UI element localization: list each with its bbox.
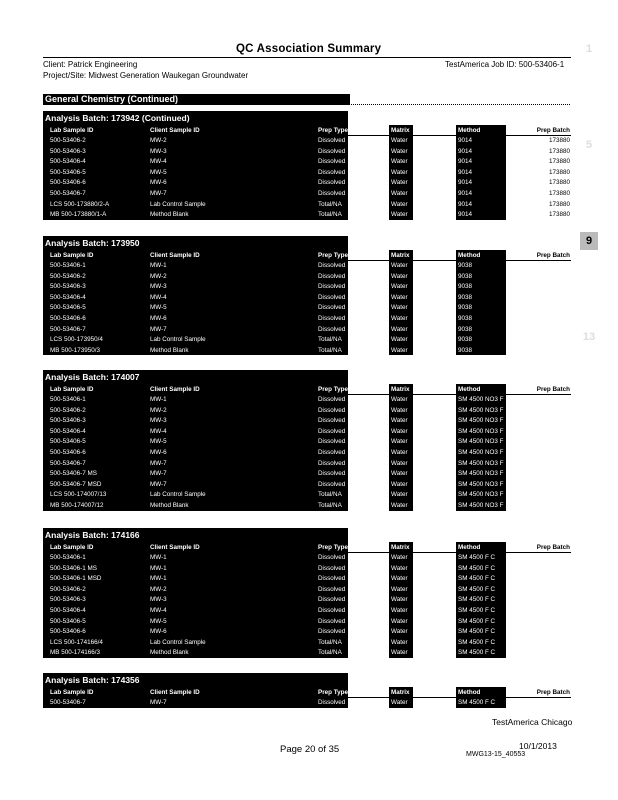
method: SM 4500 NO3 F bbox=[458, 427, 504, 435]
client-sample-id: Lab Control Sample bbox=[150, 200, 206, 208]
header-underline bbox=[43, 552, 571, 553]
method: SM 4500 NO3 F bbox=[458, 480, 504, 488]
column-header: Prep Batch bbox=[536, 544, 570, 551]
prep-type: Total/NA bbox=[318, 638, 342, 646]
lab-sample-id: 500-53406-1 bbox=[50, 396, 86, 403]
matrix: Water bbox=[391, 638, 408, 646]
lab-sample-id: 500-53406-2 bbox=[50, 272, 86, 280]
lab-sample-id: 500-53406-3 bbox=[50, 283, 86, 291]
client-sample-id: MW-7 bbox=[150, 699, 167, 706]
prep-type: Dissolved bbox=[318, 283, 346, 291]
method: SM 4500 F C bbox=[458, 585, 496, 593]
matrix: Water bbox=[391, 262, 408, 269]
matrix: Water bbox=[391, 283, 408, 291]
client-sample-id: MW-1 bbox=[150, 262, 167, 269]
lab-sample-id: 500-53406-1 MS bbox=[50, 564, 97, 572]
lab-sample-id: 500-53406-3 bbox=[50, 417, 86, 425]
column-header: Matrix bbox=[391, 689, 410, 696]
matrix: Water bbox=[391, 325, 408, 333]
client-sample-id: MW-4 bbox=[150, 607, 167, 614]
lab-sample-id: 500-53406-7 MS bbox=[50, 470, 97, 478]
footer-brand: TestAmerica Chicago bbox=[492, 717, 573, 727]
client-sample-id: MW-2 bbox=[150, 585, 167, 593]
lab-sample-id: 500-53406-5 bbox=[50, 438, 86, 446]
prep-type: Dissolved bbox=[318, 179, 346, 187]
column-header: Client Sample ID bbox=[150, 689, 200, 696]
column-header: Prep Batch bbox=[536, 252, 570, 259]
client-sample-id: MW-2 bbox=[150, 137, 167, 144]
client-sample-id: MW-7 bbox=[150, 459, 167, 467]
method: SM 4500 F C bbox=[458, 638, 496, 646]
prep-type: Dissolved bbox=[318, 137, 346, 144]
batch-title: Analysis Batch: 174007 bbox=[45, 372, 140, 382]
section-title: General Chemistry (Continued) bbox=[43, 94, 350, 105]
matrix: Water bbox=[391, 406, 408, 414]
job-id: TestAmerica Job ID: 500-53406-1 bbox=[445, 60, 565, 69]
client-line: Client: Patrick Engineering bbox=[43, 60, 138, 69]
method: 9014 bbox=[458, 168, 473, 176]
prep-batch: 173880 bbox=[548, 190, 570, 197]
method: 9038 bbox=[458, 262, 473, 269]
column-header: Prep Type bbox=[318, 544, 348, 551]
column-header: Prep Batch bbox=[536, 386, 570, 393]
client-sample-id: MW-1 bbox=[150, 396, 167, 403]
matrix: Water bbox=[391, 617, 408, 625]
batch-title: Analysis Batch: 173950 bbox=[45, 238, 140, 248]
lab-sample-id: MB 500-173880/1-A bbox=[50, 211, 107, 219]
prep-type: Dissolved bbox=[318, 564, 346, 572]
method: 9038 bbox=[458, 272, 473, 280]
column-header: Method bbox=[458, 127, 481, 134]
lab-sample-id: MB 500-173950/3 bbox=[50, 346, 101, 354]
prep-type: Dissolved bbox=[318, 325, 346, 333]
lab-sample-id: 500-53406-2 bbox=[50, 406, 86, 414]
method: SM 4500 NO3 F bbox=[458, 449, 504, 456]
lab-sample-id: 500-53406-2 bbox=[50, 585, 86, 593]
method: SM 4500 F C bbox=[458, 617, 496, 625]
column-header: Prep Type bbox=[318, 127, 348, 134]
method: 9014 bbox=[458, 137, 473, 144]
method: SM 4500 F C bbox=[458, 554, 496, 561]
client-sample-id: MW-4 bbox=[150, 158, 167, 166]
matrix: Water bbox=[391, 190, 408, 197]
client-sample-id: Method Blank bbox=[150, 346, 189, 354]
header-underline bbox=[43, 135, 571, 136]
method: SM 4500 NO3 F bbox=[458, 396, 504, 403]
batch-title: Analysis Batch: 174166 bbox=[45, 530, 140, 540]
project-line: Project/Site: Midwest Generation Waukegan Groundwater bbox=[43, 71, 249, 80]
lab-sample-id: 500-53406-1 bbox=[50, 262, 86, 269]
matrix: Water bbox=[391, 449, 408, 456]
prep-batch: 173880 bbox=[548, 147, 570, 155]
matrix: Water bbox=[391, 427, 408, 435]
column-header: Method bbox=[458, 689, 481, 696]
header-rule bbox=[43, 57, 571, 58]
column-header: Method bbox=[458, 544, 481, 551]
matrix: Water bbox=[391, 699, 408, 706]
prep-type: Total/NA bbox=[318, 200, 342, 208]
prep-batch: 173880 bbox=[548, 168, 570, 176]
column-header: Prep Type bbox=[318, 689, 348, 696]
matrix: Water bbox=[391, 470, 408, 478]
lab-sample-id: 500-53406-1 bbox=[50, 554, 86, 561]
prep-type: Dissolved bbox=[318, 617, 346, 625]
lab-sample-id: LCS 500-173880/2-A bbox=[50, 200, 110, 208]
method: SM 4500 NO3 F bbox=[458, 470, 504, 478]
method: 9014 bbox=[458, 179, 473, 187]
prep-type: Dissolved bbox=[318, 438, 346, 446]
prep-type: Dissolved bbox=[318, 554, 346, 561]
prep-batch: 173880 bbox=[548, 158, 570, 166]
method: 9038 bbox=[458, 283, 473, 291]
client-sample-id: MW-1 bbox=[150, 575, 167, 583]
matrix: Water bbox=[391, 502, 408, 509]
method: 9038 bbox=[458, 293, 473, 301]
client-sample-id: Lab Control Sample bbox=[150, 638, 206, 646]
prep-type: Dissolved bbox=[318, 168, 346, 176]
prep-type: Dissolved bbox=[318, 628, 346, 636]
client-sample-id: MW-7 bbox=[150, 480, 167, 488]
matrix: Water bbox=[391, 158, 408, 166]
lab-sample-id: 500-53406-3 bbox=[50, 147, 86, 155]
prep-type: Total/NA bbox=[318, 336, 342, 344]
client-sample-id: MW-3 bbox=[150, 596, 167, 604]
client-sample-id: Lab Control Sample bbox=[150, 491, 206, 499]
column-header: Client Sample ID bbox=[150, 544, 200, 551]
client-sample-id: MW-3 bbox=[150, 283, 167, 291]
prep-type: Dissolved bbox=[318, 459, 346, 467]
prep-type: Dissolved bbox=[318, 607, 346, 614]
method: 9014 bbox=[458, 147, 473, 155]
matrix: Water bbox=[391, 315, 408, 322]
column-header: Matrix bbox=[391, 386, 410, 393]
matrix: Water bbox=[391, 168, 408, 176]
matrix: Water bbox=[391, 211, 408, 219]
client-sample-id: MW-5 bbox=[150, 617, 167, 625]
lab-sample-id: 500-53406-4 bbox=[50, 607, 86, 614]
lab-sample-id: 500-53406-5 bbox=[50, 168, 86, 176]
prep-type: Dissolved bbox=[318, 315, 346, 322]
matrix: Water bbox=[391, 585, 408, 593]
client-sample-id: MW-7 bbox=[150, 470, 167, 478]
method: SM 4500 NO3 F bbox=[458, 417, 504, 425]
matrix: Water bbox=[391, 596, 408, 604]
lab-sample-id: 500-53406-5 bbox=[50, 304, 86, 312]
lab-sample-id: 500-53406-1 MSD bbox=[50, 575, 102, 583]
side-tab-9[interactable]: 9 bbox=[580, 232, 598, 250]
lab-sample-id: LCS 500-173950/4 bbox=[50, 336, 103, 344]
matrix: Water bbox=[391, 272, 408, 280]
client-sample-id: MW-6 bbox=[150, 179, 167, 187]
prep-type: Dissolved bbox=[318, 293, 346, 301]
client-sample-id: Lab Control Sample bbox=[150, 336, 206, 344]
column-header: Prep Batch bbox=[536, 127, 570, 134]
prep-type: Dissolved bbox=[318, 575, 346, 583]
column-header: Lab Sample ID bbox=[50, 127, 94, 134]
batch-title: Analysis Batch: 174356 bbox=[45, 675, 140, 685]
matrix: Water bbox=[391, 147, 408, 155]
column-header: Method bbox=[458, 386, 481, 393]
client-sample-id: MW-1 bbox=[150, 564, 167, 572]
matrix: Water bbox=[391, 480, 408, 488]
method: SM 4500 NO3 F bbox=[458, 502, 504, 509]
prep-type: Dissolved bbox=[318, 699, 346, 706]
column-header: Lab Sample ID bbox=[50, 689, 94, 696]
method: SM 4500 F C bbox=[458, 628, 496, 636]
matrix: Water bbox=[391, 417, 408, 425]
client-sample-id: MW-3 bbox=[150, 147, 167, 155]
column-header: Prep Batch bbox=[536, 689, 570, 696]
method: SM 4500 NO3 F bbox=[458, 438, 504, 446]
prep-type: Dissolved bbox=[318, 272, 346, 280]
client-sample-id: MW-4 bbox=[150, 293, 167, 301]
column-header: Lab Sample ID bbox=[50, 386, 94, 393]
lab-sample-id: 500-53406-7 bbox=[50, 190, 86, 197]
matrix: Water bbox=[391, 575, 408, 583]
method: SM 4500 F C bbox=[458, 699, 496, 706]
method: SM 4500 F C bbox=[458, 607, 496, 614]
prep-type: Dissolved bbox=[318, 480, 346, 488]
matrix: Water bbox=[391, 304, 408, 312]
client-sample-id: MW-1 bbox=[150, 554, 167, 561]
matrix: Water bbox=[391, 293, 408, 301]
prep-type: Dissolved bbox=[318, 158, 346, 166]
prep-batch: 173880 bbox=[548, 137, 570, 144]
method: 9014 bbox=[458, 158, 473, 166]
method: 9014 bbox=[458, 200, 473, 208]
matrix: Water bbox=[391, 137, 408, 144]
method: SM 4500 NO3 F bbox=[458, 459, 504, 467]
prep-type: Dissolved bbox=[318, 190, 346, 197]
prep-type: Dissolved bbox=[318, 262, 346, 269]
column-header: Prep Type bbox=[318, 252, 348, 259]
lab-sample-id: 500-53406-7 MSD bbox=[50, 480, 102, 488]
prep-type: Total/NA bbox=[318, 649, 342, 657]
client-sample-id: MW-3 bbox=[150, 417, 167, 425]
matrix: Water bbox=[391, 607, 408, 614]
column-header: Lab Sample ID bbox=[50, 544, 94, 551]
prep-type: Total/NA bbox=[318, 211, 342, 219]
column-header: Client Sample ID bbox=[150, 252, 200, 259]
matrix: Water bbox=[391, 564, 408, 572]
matrix: Water bbox=[391, 438, 408, 446]
client-sample-id: MW-7 bbox=[150, 190, 167, 197]
prep-type: Dissolved bbox=[318, 304, 346, 312]
method: SM 4500 NO3 F bbox=[458, 406, 504, 414]
lab-sample-id: 500-53406-4 bbox=[50, 293, 86, 301]
method: SM 4500 F C bbox=[458, 596, 496, 604]
prep-batch: 173880 bbox=[548, 179, 570, 187]
lab-sample-id: 500-53406-2 bbox=[50, 137, 86, 144]
lab-sample-id: LCS 500-174166/4 bbox=[50, 638, 103, 646]
method: SM 4500 F C bbox=[458, 564, 496, 572]
method: 9038 bbox=[458, 346, 473, 354]
page-title: QC Association Summary bbox=[236, 43, 382, 55]
header-underline bbox=[43, 260, 571, 261]
header-underline bbox=[43, 394, 571, 395]
lab-sample-id: 500-53406-7 bbox=[50, 325, 86, 333]
client-sample-id: MW-6 bbox=[150, 315, 167, 322]
page-number: Page 20 of 35 bbox=[280, 744, 340, 755]
footer-date: 10/1/2013 bbox=[519, 741, 557, 751]
matrix: Water bbox=[391, 649, 408, 657]
method: 9038 bbox=[458, 336, 473, 344]
column-header: Method bbox=[458, 252, 481, 259]
side-tab-5[interactable]: 5 bbox=[585, 139, 593, 151]
lab-sample-id: 500-53406-6 bbox=[50, 179, 86, 187]
client-sample-id: MW-6 bbox=[150, 449, 167, 456]
client-sample-id: Method Blank bbox=[150, 649, 189, 657]
column-header: Client Sample ID bbox=[150, 386, 200, 393]
lab-sample-id: 500-53406-6 bbox=[50, 315, 86, 322]
prep-type: Dissolved bbox=[318, 417, 346, 425]
prep-type: Dissolved bbox=[318, 147, 346, 155]
lab-sample-id: LCS 500-174007/13 bbox=[50, 491, 107, 499]
lab-sample-id: 500-53406-3 bbox=[50, 596, 86, 604]
method: 9038 bbox=[458, 304, 473, 312]
lab-sample-id: 500-53406-7 bbox=[50, 459, 86, 467]
lab-sample-id: 500-53406-7 bbox=[50, 699, 86, 706]
lab-sample-id: 500-53406-4 bbox=[50, 158, 86, 166]
column-header: Prep Type bbox=[318, 386, 348, 393]
prep-type: Total/NA bbox=[318, 502, 342, 509]
lab-sample-id: 500-53406-6 bbox=[50, 628, 86, 636]
method: 9014 bbox=[458, 211, 473, 219]
client-sample-id: MW-7 bbox=[150, 325, 167, 333]
matrix: Water bbox=[391, 554, 408, 561]
client-sample-id: MW-4 bbox=[150, 427, 167, 435]
prep-type: Dissolved bbox=[318, 449, 346, 456]
client-sample-id: MW-5 bbox=[150, 438, 167, 446]
method: SM 4500 F C bbox=[458, 575, 496, 583]
method: 9038 bbox=[458, 315, 473, 322]
matrix: Water bbox=[391, 491, 408, 499]
prep-type: Dissolved bbox=[318, 427, 346, 435]
matrix: Water bbox=[391, 336, 408, 344]
column-header: Matrix bbox=[391, 252, 410, 259]
method: SM 4500 NO3 F bbox=[458, 491, 504, 499]
lab-sample-id: MB 500-174166/3 bbox=[50, 649, 101, 657]
client-sample-id: MW-5 bbox=[150, 168, 167, 176]
side-tab-13[interactable]: 13 bbox=[582, 331, 596, 343]
prep-type: Dissolved bbox=[318, 596, 346, 604]
matrix: Water bbox=[391, 628, 408, 636]
method: 9014 bbox=[458, 190, 473, 197]
section-dotted-rule bbox=[348, 104, 570, 105]
column-header: Client Sample ID bbox=[150, 127, 200, 134]
header-underline bbox=[43, 697, 571, 698]
matrix: Water bbox=[391, 200, 408, 208]
matrix: Water bbox=[391, 459, 408, 467]
column-header: Lab Sample ID bbox=[50, 252, 94, 259]
prep-type: Total/NA bbox=[318, 491, 342, 499]
client-sample-id: Method Blank bbox=[150, 502, 189, 509]
column-header: Matrix bbox=[391, 544, 410, 551]
prep-type: Total/NA bbox=[318, 346, 342, 354]
client-sample-id: MW-6 bbox=[150, 628, 167, 636]
lab-sample-id: 500-53406-4 bbox=[50, 427, 86, 435]
lab-sample-id: 500-53406-5 bbox=[50, 617, 86, 625]
side-tab-1[interactable]: 1 bbox=[585, 43, 593, 55]
batch-title: Analysis Batch: 173942 (Continued) bbox=[45, 113, 190, 123]
footer-ref: MWG13-15_40553 bbox=[466, 751, 526, 758]
prep-type: Dissolved bbox=[318, 396, 346, 403]
method: SM 4500 F C bbox=[458, 649, 496, 657]
matrix: Water bbox=[391, 346, 408, 354]
matrix: Water bbox=[391, 179, 408, 187]
method: 9038 bbox=[458, 325, 473, 333]
column-header: Matrix bbox=[391, 127, 410, 134]
prep-type: Dissolved bbox=[318, 406, 346, 414]
prep-type: Dissolved bbox=[318, 585, 346, 593]
client-sample-id: Method Blank bbox=[150, 211, 189, 219]
lab-sample-id: MB 500-174007/12 bbox=[50, 502, 104, 509]
client-sample-id: MW-2 bbox=[150, 272, 167, 280]
matrix: Water bbox=[391, 396, 408, 403]
prep-batch: 173880 bbox=[548, 200, 570, 208]
prep-type: Dissolved bbox=[318, 470, 346, 478]
client-sample-id: MW-5 bbox=[150, 304, 167, 312]
client-sample-id: MW-2 bbox=[150, 406, 167, 414]
prep-batch: 173880 bbox=[548, 211, 570, 219]
lab-sample-id: 500-53406-6 bbox=[50, 449, 86, 456]
